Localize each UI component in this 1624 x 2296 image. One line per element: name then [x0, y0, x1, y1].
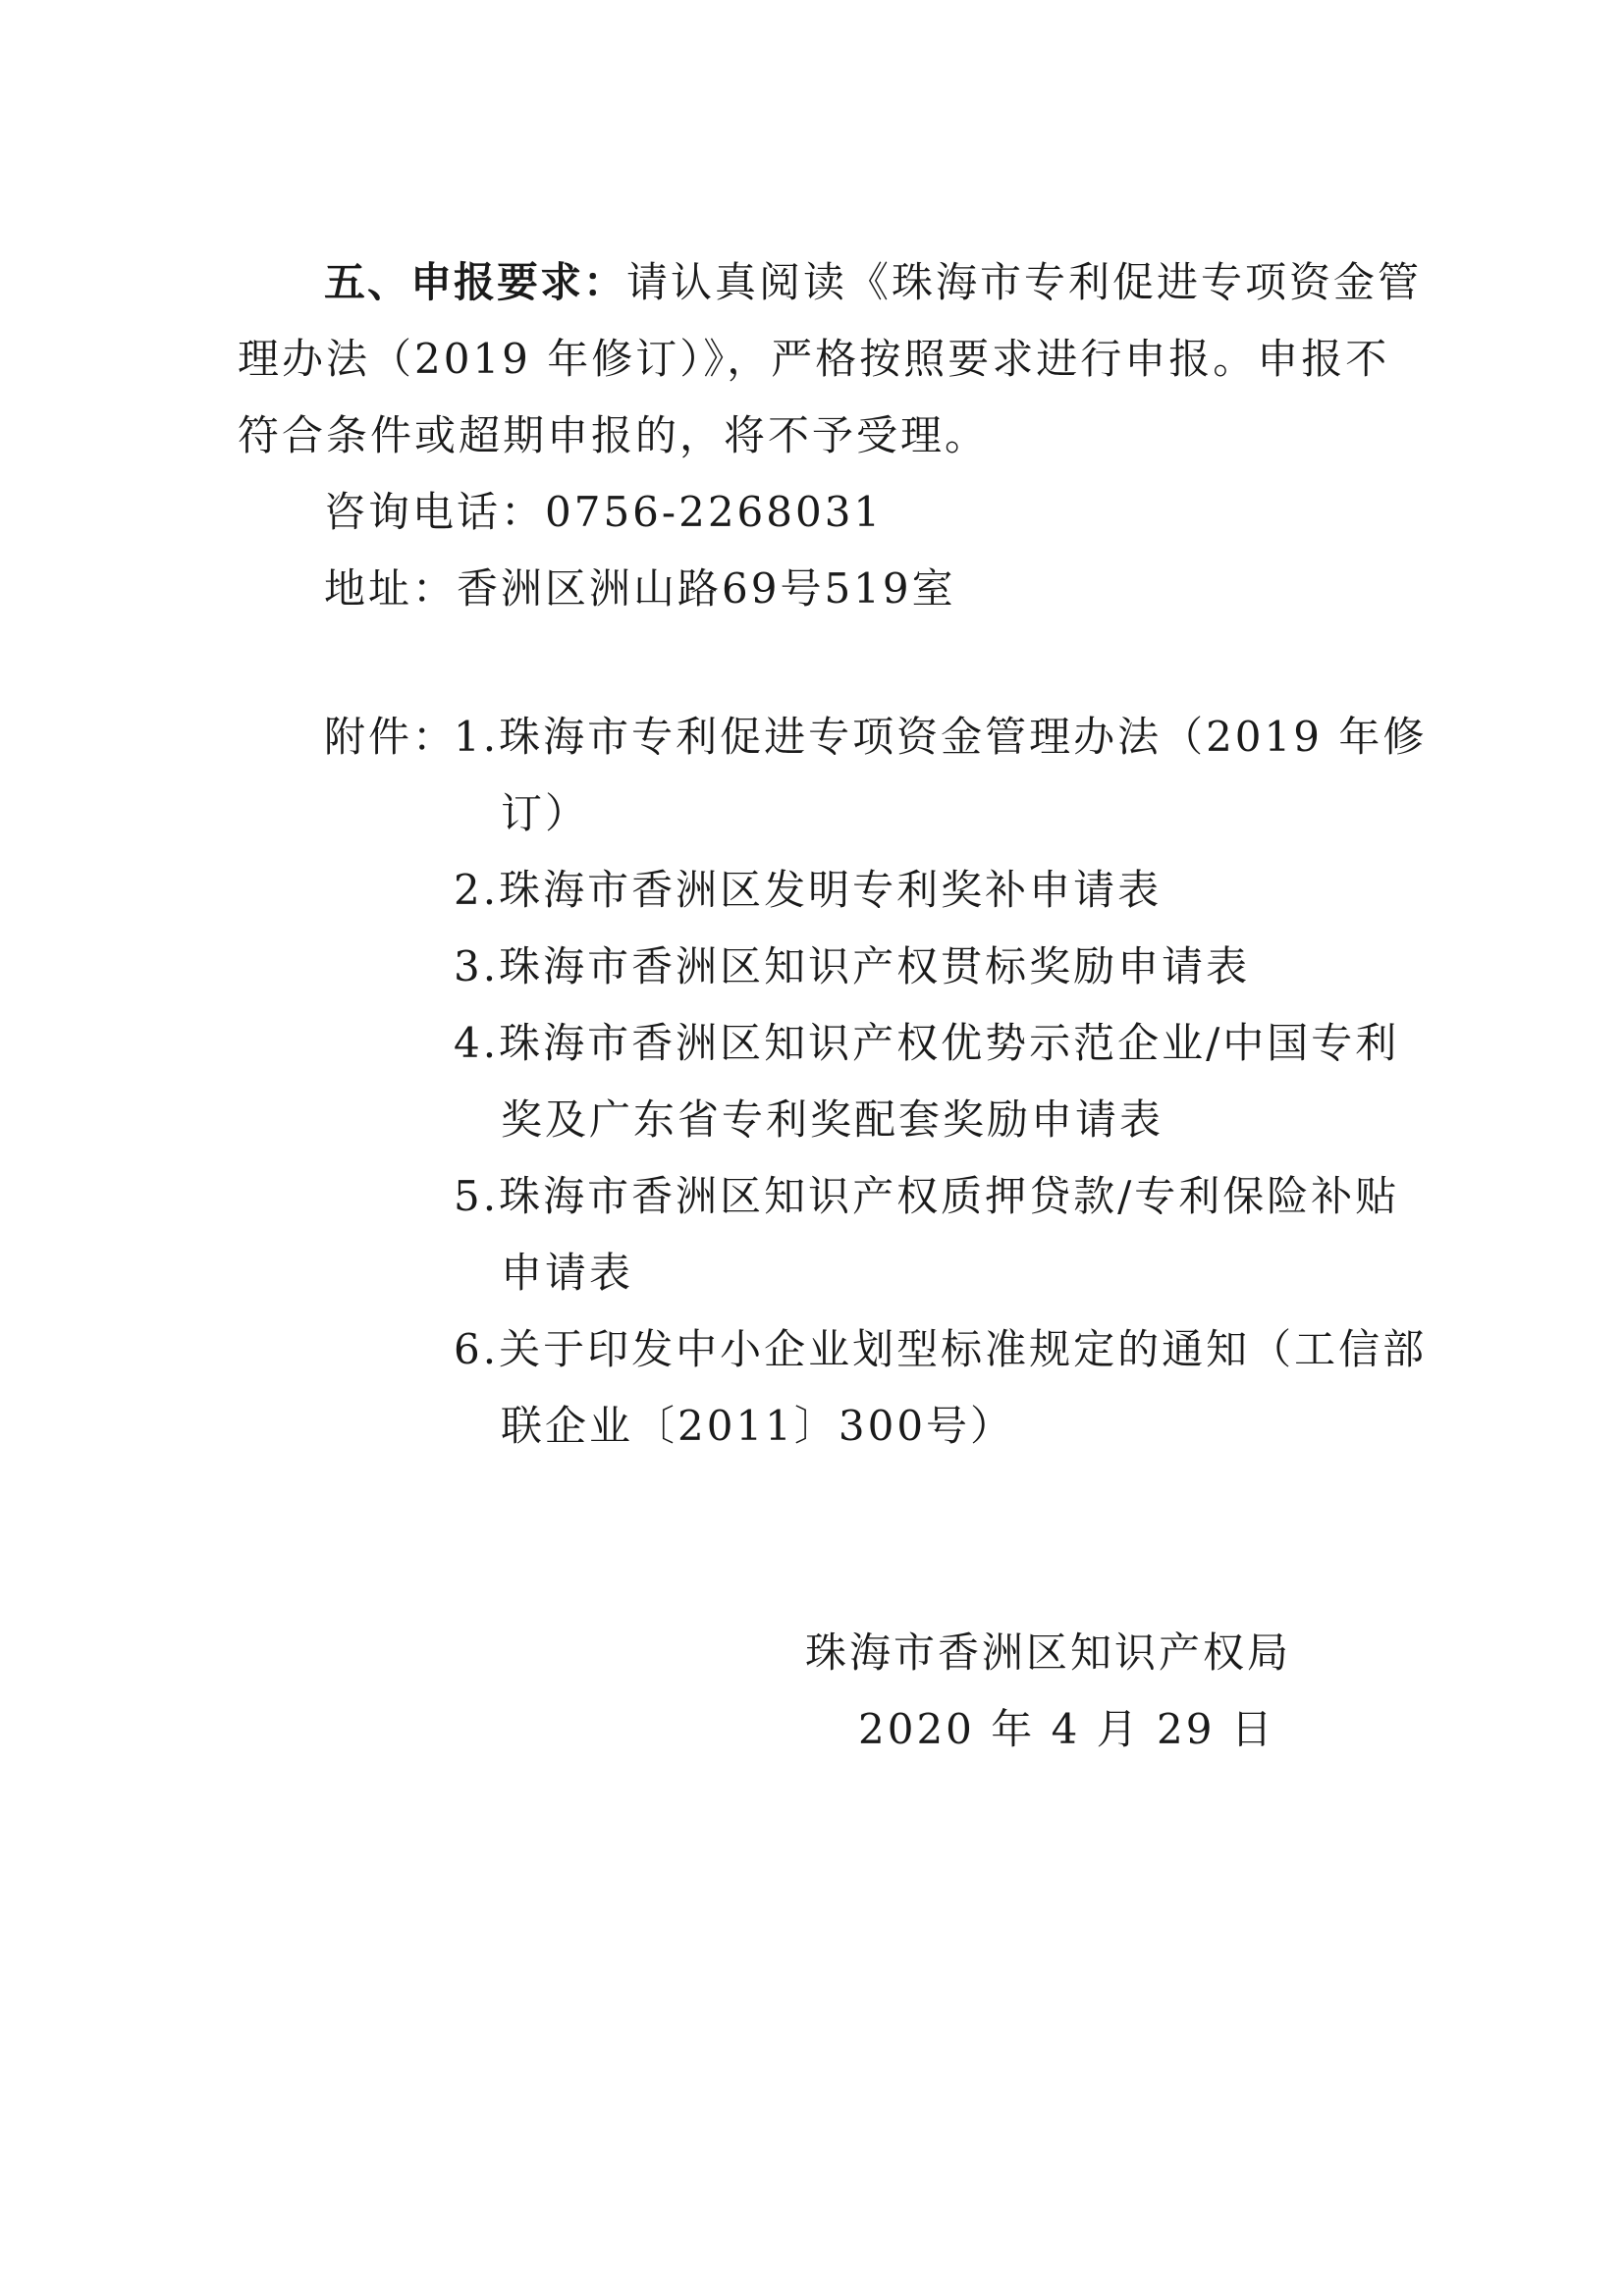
attachment-title: 珠海市香洲区知识产权优势示范企业/中国专利	[499, 1019, 1400, 1067]
phone-value: 0756-2268031	[545, 488, 884, 536]
attachment-number: 6.	[454, 1325, 500, 1373]
attachment-title: 珠海市香洲区发明专利奖补申请表	[499, 866, 1163, 914]
section5-line1-text: 请认真阅读《珠海市专利促进专项资金管	[626, 258, 1423, 306]
attachment-number: 3.	[454, 942, 500, 990]
attachment-number: 2.	[454, 866, 500, 914]
attachment-item-5	[454, 1171, 1399, 1222]
attachment-number: 5.	[454, 1172, 500, 1220]
attachment-number: 4.	[454, 1019, 500, 1067]
attachment-title: 珠海市专利促进专项资金管理办法（2019 年修	[499, 713, 1428, 761]
attachment-item-6	[454, 1324, 1427, 1375]
signature-date: 2020 年 4 月 29 日	[858, 1705, 1275, 1753]
attachment-item-2	[454, 865, 1162, 916]
signature-org: 珠海市香洲区知识产权局	[805, 1629, 1292, 1677]
section5-line2: 理办法（2019 年修订）》，严格按照要求进行申报。申报不	[238, 335, 1390, 383]
attachment-number: 1.	[454, 713, 500, 761]
attachment-title: 珠海市香洲区知识产权贯标奖励申请表	[499, 942, 1251, 990]
attachment-item-1-cont: 订）	[501, 789, 590, 837]
attachment-item-4	[454, 1018, 1399, 1069]
phone-label: 咨询电话：	[324, 488, 546, 536]
attachment-title: 珠海市香洲区知识产权质押贷款/专利保险补贴	[499, 1172, 1400, 1220]
section5-line1	[324, 257, 1422, 308]
attachment-item-4-cont: 奖及广东省专利奖配套奖励申请表	[501, 1095, 1164, 1144]
attachment-item-3	[454, 941, 1250, 992]
attachment-item-1	[454, 712, 1427, 763]
attachments-label: 附件：	[324, 713, 458, 761]
attachment-item-6-cont: 联企业〔2011〕300号）	[501, 1402, 1015, 1450]
section5-line3: 符合条件或超期申报的，将不予受理。	[238, 411, 990, 459]
section5-heading: 五、申报要求：	[324, 258, 627, 306]
attachment-item-5-cont: 申请表	[501, 1249, 634, 1297]
address-label: 地址：	[324, 564, 458, 613]
contact-address	[324, 563, 956, 614]
attachment-title: 关于印发中小企业划型标准规定的通知（工信部	[499, 1325, 1428, 1373]
contact-phone	[324, 487, 883, 538]
address-value: 香洲区洲山路69号519室	[457, 564, 956, 613]
